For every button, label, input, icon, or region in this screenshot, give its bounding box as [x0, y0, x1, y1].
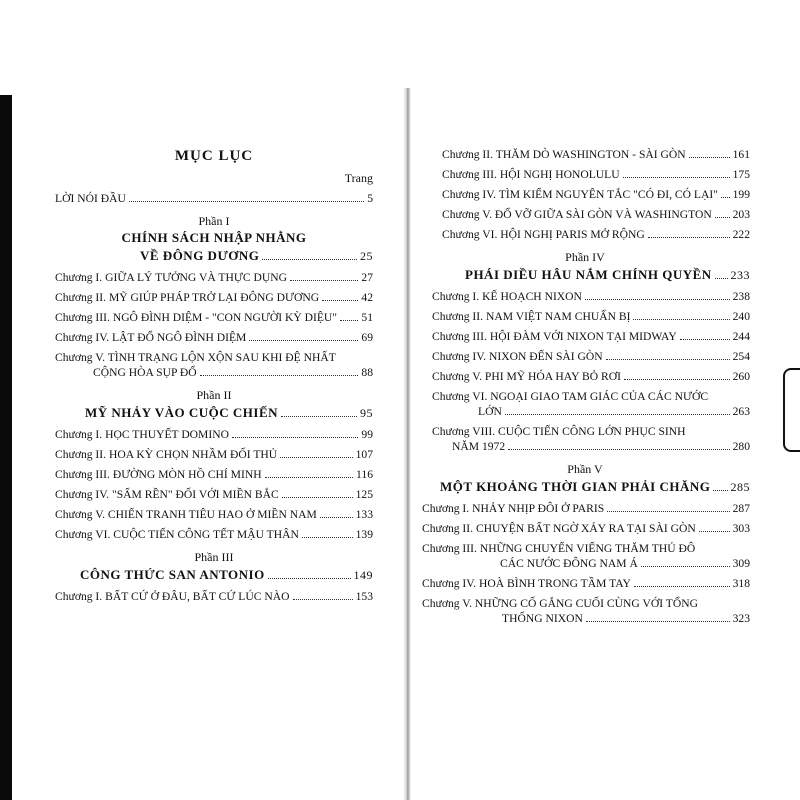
toc-entry[interactable] — [420, 329, 750, 344]
entry-title: Chương III. HỘI ĐÀM VỚI NIXON TẠI MIDWAY — [432, 330, 677, 343]
right-page — [420, 142, 750, 631]
entry-title: Chương VI. CUỘC TIẾN CÔNG TẾT MẬU THÂN — [55, 528, 299, 541]
entry-title: Chương III. ĐƯỜNG MÒN HỒ CHÍ MINH — [55, 468, 262, 481]
page-column-label: Trang — [344, 171, 373, 185]
entry-title: Chương V. CHIẾN TRANH TIÊU HAO Ở MIỀN NAM — [55, 508, 317, 521]
page-number: 303 — [732, 522, 750, 535]
toc-entry[interactable] — [420, 424, 750, 454]
entry-title: NĂM 1972 — [452, 440, 506, 453]
dot-leader — [641, 556, 730, 567]
page-number: 323 — [732, 612, 750, 625]
toc-entry[interactable] — [420, 289, 750, 304]
page-number: 287 — [732, 502, 750, 515]
toc-title: MỤC LỤC — [174, 148, 254, 164]
entry-title: Chương IV. TÌM KIẾM NGUYÊN TẮC "CÓ ĐI, CÓ LẠI" — [442, 188, 718, 201]
entry-title: Chương V. TÌNH TRẠNG LỘN XỘN SAU KHI ĐỆ NHẤT — [55, 351, 336, 364]
page-number: 309 — [732, 557, 750, 570]
dot-leader — [249, 330, 358, 341]
book-tab — [783, 368, 800, 452]
entry-title: Chương IV. LẬT ĐỔ NGÔ ĐÌNH DIỆM — [55, 331, 247, 344]
toc-entry[interactable] — [420, 541, 750, 571]
entry-title: Chương III. NGÔ ĐÌNH DIỆM - "CON NGƯỜI KỲ DIỆU" — [55, 311, 338, 324]
entry-title — [422, 556, 750, 571]
page-number: 161 — [732, 148, 750, 161]
toc-entry[interactable] — [420, 167, 750, 182]
entry-title: Chương VI. HỘI NGHỊ PARIS MỞ RỘNG — [442, 228, 645, 241]
part-label: Phần III — [194, 550, 234, 564]
toc-entry[interactable] — [420, 369, 750, 384]
dot-leader — [699, 521, 730, 532]
dot-leader — [713, 479, 727, 491]
toc-entry[interactable] — [420, 187, 750, 202]
page-number: 280 — [732, 440, 750, 453]
page-number: 95 — [360, 406, 373, 420]
page-number: 175 — [732, 168, 750, 181]
page-number: 153 — [355, 590, 373, 603]
entry-title — [55, 365, 373, 380]
part-title-line[interactable] — [55, 567, 373, 583]
dot-leader — [282, 487, 353, 498]
page-number: 88 — [361, 366, 373, 379]
page-number: 5 — [367, 192, 373, 205]
entry-title: Chương VIII. CUỘC TIẾN CÔNG LỚN PHỤC SINH — [432, 425, 686, 438]
entry-title: Chương V. PHI MỸ HÓA HAY BỎ RƠI — [432, 370, 621, 383]
part-title-line[interactable] — [55, 248, 373, 264]
dot-leader — [265, 467, 353, 478]
entry-title: CỘNG HÒA SỤP ĐỔ — [93, 366, 197, 379]
dot-leader — [129, 191, 364, 202]
toc-entry[interactable] — [420, 521, 750, 536]
entry-title — [422, 611, 750, 626]
entry-title: THỐNG NIXON — [502, 612, 583, 625]
page-number: 116 — [356, 468, 373, 481]
dot-leader — [232, 427, 358, 438]
entry-title: LỚN — [478, 405, 502, 418]
dot-leader — [302, 527, 353, 538]
toc-entry[interactable] — [55, 467, 373, 482]
entry-title: CÁC NƯỚC ĐÔNG NAM Á — [500, 557, 638, 570]
page-number: 285 — [730, 480, 750, 494]
dot-leader — [721, 187, 730, 198]
page-number: 133 — [355, 508, 373, 521]
toc-entry[interactable] — [420, 309, 750, 324]
dot-leader — [623, 167, 730, 178]
entry-title: Chương I. KẾ HOẠCH NIXON — [432, 290, 582, 303]
toc-entry[interactable] — [55, 310, 373, 325]
page-number: 107 — [355, 448, 373, 461]
entry-title: CÔNG THỨC SAN ANTONIO — [80, 567, 265, 582]
page-number: 69 — [361, 331, 373, 344]
entry-title: PHÁI DIỀU HÂU NẮM CHÍNH QUYỀN — [465, 267, 712, 282]
dot-leader — [340, 310, 358, 321]
page-number: 244 — [732, 330, 750, 343]
dot-leader — [293, 589, 353, 600]
toc-entry[interactable] — [55, 487, 373, 502]
dot-leader — [624, 369, 730, 380]
page-number: 99 — [361, 428, 373, 441]
entry-title: Chương VI. NGOẠI GIAO TAM GIÁC CỦA CÁC NƯỚC — [432, 390, 709, 403]
page-number: 240 — [732, 310, 750, 323]
toc-entry[interactable] — [55, 330, 373, 345]
toc-entry[interactable] — [420, 389, 750, 419]
toc-entry[interactable] — [420, 147, 750, 162]
page-number: 203 — [732, 208, 750, 221]
toc-entry[interactable] — [55, 290, 373, 305]
entry-title: Chương IV. "SẤM RỀN" ĐỐI VỚI MIỀN BẮC — [55, 488, 279, 501]
toc-entry[interactable] — [55, 447, 373, 462]
entry-title: Chương I. HỌC THUYẾT DOMINO — [55, 428, 229, 441]
entry-title: Chương V. ĐỔ VỠ GIỮA SÀI GÒN VÀ WASHINGTON — [442, 208, 712, 221]
entry-title: Chương III. NHỮNG CHUYẾN VIẾNG THĂM THỦ ĐÔ — [422, 542, 696, 555]
entry-title: LỜI NÓI ĐẦU — [55, 192, 126, 205]
entry-title: MỸ NHẢY VÀO CUỘC CHIẾN — [85, 405, 278, 420]
page-number: 222 — [732, 228, 750, 241]
page-number: 199 — [732, 188, 750, 201]
dot-leader — [505, 404, 730, 415]
dot-leader — [585, 289, 730, 300]
entry-title: VỀ ĐÔNG DƯƠNG — [140, 248, 260, 263]
toc-entry[interactable] — [55, 507, 373, 522]
toc-entry[interactable] — [55, 527, 373, 542]
part-title-line[interactable] — [420, 267, 750, 283]
dot-leader — [322, 290, 358, 301]
entry-title: Chương II. NAM VIỆT NAM CHUẨN BỊ — [432, 310, 631, 323]
dot-leader — [633, 309, 729, 320]
page-number: 42 — [361, 291, 373, 304]
part-label: Phần I — [198, 214, 230, 228]
page-number: 318 — [732, 577, 750, 590]
toc-entry[interactable] — [420, 576, 750, 591]
page-number: 238 — [732, 290, 750, 303]
toc-entry-intro[interactable] — [55, 191, 373, 206]
entry-title: Chương I. GIỮA LÝ TƯỞNG VÀ THỰC DỤNG — [55, 271, 287, 284]
page-number: 260 — [732, 370, 750, 383]
page-number: 254 — [732, 350, 750, 363]
entry-title: Chương IV. HOÀ BÌNH TRONG TẦM TAY — [422, 577, 631, 590]
toc-entry[interactable] — [55, 589, 373, 604]
page-number: 25 — [360, 249, 373, 263]
entry-title: Chương II. MỸ GIÚP PHÁP TRỞ LẠI ĐÔNG DƯƠNG — [55, 291, 320, 304]
dot-leader — [715, 207, 730, 218]
part-title-line[interactable] — [55, 405, 373, 421]
dot-leader — [634, 576, 730, 587]
dot-leader — [280, 447, 352, 458]
dot-leader — [290, 270, 358, 281]
page-number: 125 — [355, 488, 373, 501]
dot-leader — [281, 405, 357, 417]
entry-title: Chương I. NHẢY NHỊP ĐÔI Ở PARIS — [422, 502, 605, 515]
entry-title — [432, 404, 750, 419]
toc-entry[interactable] — [420, 227, 750, 242]
page-number: 139 — [355, 528, 373, 541]
dot-leader — [586, 611, 730, 622]
left-page — [55, 140, 373, 609]
toc-entry[interactable] — [55, 350, 373, 380]
part-label: Phần IV — [565, 250, 605, 264]
dot-leader — [607, 501, 729, 512]
dot-leader — [689, 147, 730, 158]
entry-title — [432, 439, 750, 454]
entry-title: Chương II. CHUYỆN BẤT NGỜ XẢY RA TẠI SÀI GÒN — [422, 522, 696, 535]
entry-title: Chương IV. NIXON ĐẾN SÀI GÒN — [432, 350, 603, 363]
page-number: 149 — [353, 568, 373, 582]
page-number: 263 — [732, 405, 750, 418]
toc-entry[interactable] — [420, 596, 750, 626]
part-title: CHÍNH SÁCH NHẬP NHẰNG — [121, 230, 307, 245]
entry-title: Chương III. HỘI NGHỊ HONOLULU — [442, 168, 620, 181]
dot-leader — [320, 507, 353, 518]
page-number: 51 — [361, 311, 373, 324]
dot-leader — [262, 248, 357, 260]
part-label: Phần II — [196, 388, 232, 402]
page-edge-shadow — [0, 95, 12, 800]
dot-leader — [268, 567, 351, 579]
dot-leader — [508, 439, 729, 450]
part-label: Phần V — [567, 462, 603, 476]
dot-leader — [200, 365, 359, 376]
entry-title: Chương V. NHỮNG CỐ GẮNG CUỐI CÙNG VỚI TỔNG — [422, 597, 698, 610]
entry-title: Chương II. HOA KỲ CHỌN NHẦM ĐỐI THỦ — [55, 448, 278, 461]
dot-leader — [715, 267, 728, 279]
page-number: 27 — [361, 271, 373, 284]
toc-entry[interactable] — [420, 207, 750, 222]
dot-leader — [606, 349, 730, 360]
dot-leader — [680, 329, 730, 340]
entry-title: Chương I. BẤT CỨ Ở ĐÂU, BẤT CỨ LÚC NÀO — [55, 590, 290, 603]
page-number: 233 — [730, 268, 750, 282]
toc-entry[interactable] — [55, 270, 373, 285]
toc-entry[interactable] — [420, 349, 750, 364]
dot-leader — [648, 227, 730, 238]
entry-title: MỘT KHOẢNG THỜI GIAN PHẢI CHĂNG — [440, 479, 711, 494]
book-gutter — [403, 88, 411, 800]
part-title-line[interactable] — [420, 479, 750, 495]
toc-entry[interactable] — [420, 501, 750, 516]
toc-entry[interactable] — [55, 427, 373, 442]
entry-title: Chương II. THĂM DÒ WASHINGTON - SÀI GÒN — [442, 148, 686, 161]
